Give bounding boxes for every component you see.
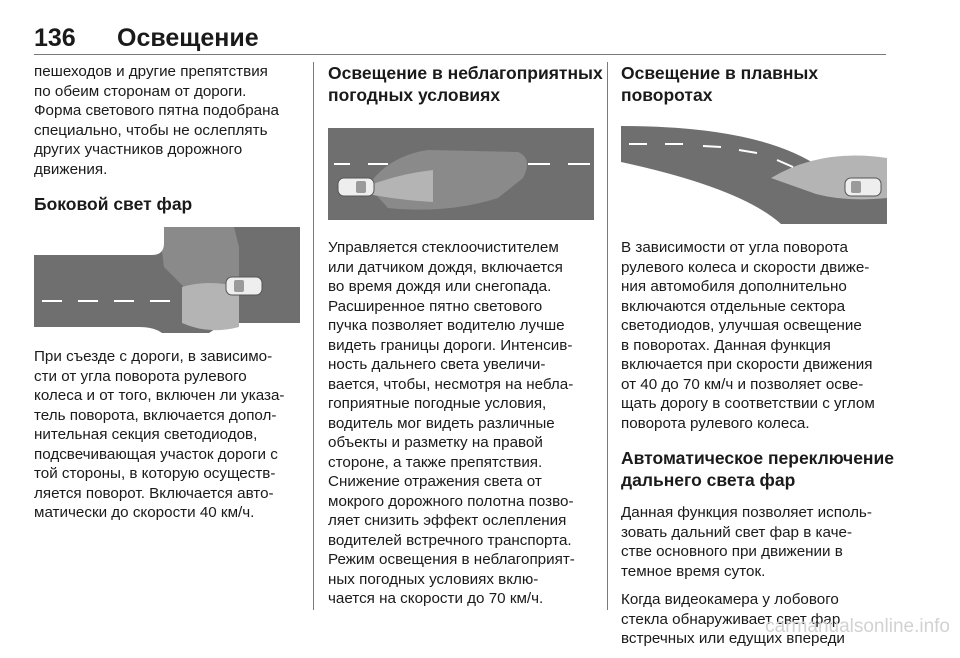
text-line: стве основного при движении в (621, 543, 843, 560)
text-line: других участников дорожного (34, 141, 243, 158)
text-line: чается на скорости до 70 км/ч. (328, 590, 544, 607)
text-line: Форма светового пятна подобрана (34, 102, 279, 119)
text-line: специально, чтобы не ослеплять (34, 121, 268, 139)
text-line: по обеим сторонам от дороги. (34, 82, 247, 100)
heading-line: Освещение в неблагоприятных (328, 63, 603, 83)
text-line: ляется поворот. Включается авто- (34, 484, 274, 502)
section-heading-curve-light (621, 62, 887, 106)
text-line: видеть границы дороги. Интенсив- (328, 336, 573, 354)
text-line: ность дальнего света увеличи- (328, 356, 546, 373)
text-line: пучка позволяет водителю лучше (328, 317, 565, 334)
heading-line: поворотах (621, 85, 713, 105)
text-line: или датчиком дождя, включается (328, 258, 563, 276)
text-line: При съезде с дороги, в зависимо- (34, 348, 273, 365)
text-line: зовать дальний свет фар в каче- (621, 523, 853, 541)
text-line: включается при скорости движения (621, 356, 873, 373)
column-divider-2 (607, 62, 608, 610)
text-line: движения. (34, 160, 108, 178)
watermark: carmanualsonline.info (765, 616, 950, 637)
text-line: рулевого колеса и скорости движе- (621, 258, 870, 276)
text-line: вается, чтобы, несмотря на небла- (328, 375, 574, 393)
text-line: щать дорогу в соответствии с углом (621, 395, 875, 412)
text-line: от 40 до 70 км/ч и позволяет осве- (621, 375, 864, 393)
text-line: водителей встречного транспорта. (328, 531, 572, 549)
column-1 (34, 62, 300, 532)
curve-light-paragraph (621, 238, 887, 433)
text-line: Расширенное пятно светового (328, 297, 543, 315)
section-heading-auto-high-beam (621, 447, 894, 491)
bad-weather-illustration (328, 118, 594, 224)
text-line: Режим освещения в неблагоприят- (328, 551, 575, 568)
text-line: ляет снизить эффект ослепления (328, 512, 567, 529)
text-line: стекла обнаруживает свет фар (621, 610, 841, 628)
text-line: подсвечивающая участок дороги с (34, 445, 278, 463)
text-line: В зависимости от угла поворота (621, 239, 848, 256)
text-line: Управляется стеклоочистителем (328, 239, 559, 256)
text-line: поворота рулевого колеса. (621, 414, 810, 432)
text-line: той стороны, в которую осуществ- (34, 465, 276, 482)
heading-line: дальнего света фар (621, 470, 796, 490)
text-line: включаются отдельные сектора (621, 297, 846, 315)
text-line: матически до скорости 40 км/ч. (34, 504, 255, 521)
text-line: колеса и от того, включен ли указа- (34, 387, 285, 404)
auto-high-beam-paragraph (621, 503, 887, 581)
heading-line: Автоматическое переключение (621, 448, 894, 468)
intro-paragraph (34, 62, 300, 179)
bad-weather-paragraph (328, 238, 594, 609)
side-light-illustration (34, 227, 300, 333)
text-line: встречных или едущих впереди (621, 630, 845, 647)
text-line: Данная функция позволяет исполь- (621, 504, 872, 521)
text-line: ных погодных условиях вклю- (328, 570, 539, 588)
column-divider-1 (313, 62, 314, 610)
text-line: стороне, а также препятствия. (328, 453, 543, 471)
page-title: Освещение (117, 24, 259, 52)
text-line: сти от угла поворота рулевого (34, 367, 247, 385)
text-line: гоприятные погодные условия, (328, 395, 547, 412)
text-line: темное время суток. (621, 562, 766, 580)
section-heading-bad-weather (328, 62, 603, 106)
page-header (34, 24, 886, 54)
text-line: водитель мог видеть различные (328, 414, 555, 432)
text-line: Снижение отражения света от (328, 473, 542, 490)
section-heading-side-light: Боковой свет фар (34, 194, 193, 214)
text-line: во время дождя или снегопада. (328, 278, 552, 295)
text-line: пешеходов и другие препятствия (34, 63, 268, 80)
curve-light-illustration (621, 118, 887, 224)
text-line: Когда видеокамера у лобового (621, 591, 839, 608)
text-line: объекты и разметку на правой (328, 434, 543, 451)
text-line: нительная секция светодиодов, (34, 426, 258, 443)
text-line: светодиодов, улучшая освещение (621, 317, 862, 334)
text-line: в поворотах. Данная функция (621, 336, 831, 354)
heading-line: Освещение в плавных (621, 63, 819, 83)
side-light-paragraph (34, 347, 300, 523)
heading-line: погодных условиях (328, 85, 501, 105)
column-2 (328, 62, 603, 618)
text-line: ния автомобиля дополнительно (621, 278, 847, 295)
page-number: 136 (34, 24, 76, 52)
column-3 (621, 62, 894, 658)
text-line: мокрого дорожного полотна позво- (328, 492, 574, 510)
text-line: тель поворота, включается допол- (34, 406, 277, 424)
header-divider (34, 54, 886, 55)
